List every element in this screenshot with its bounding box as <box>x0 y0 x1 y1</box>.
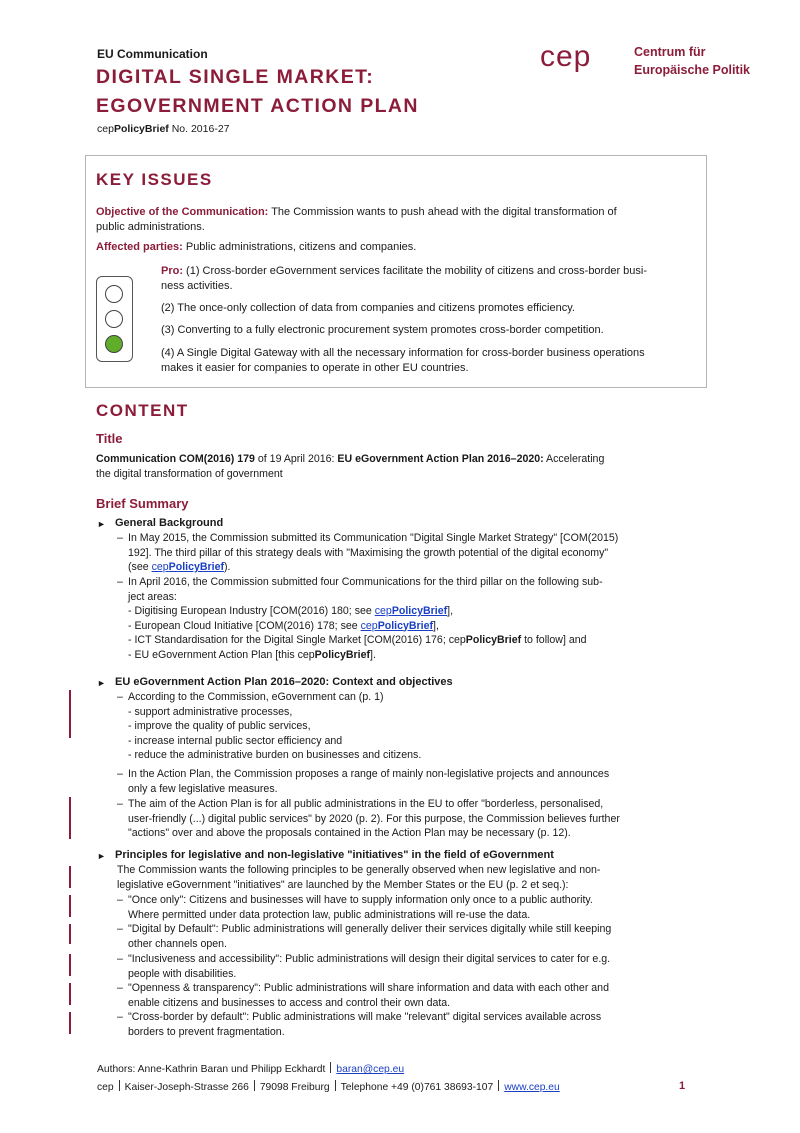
link-cep-text: cep <box>374 605 392 617</box>
s3-e-line-1: "Cross-border by default": Public administrations will make "relevant" digital services available across <box>128 1011 602 1023</box>
s1-a-line-1: In May 2015, the Commission submitted its Communication "Digital Single Market Strategy" [COM(2015) <box>128 532 619 544</box>
author-email-link[interactable]: baran@cep.eu <box>336 1064 405 1075</box>
s2-item-c <box>128 797 686 841</box>
s3-intro <box>117 863 686 892</box>
content-heading: CONTENT <box>96 401 189 420</box>
dash-mark: – <box>117 691 123 703</box>
pro-point-4 <box>161 346 699 376</box>
footer-separator <box>330 1062 331 1073</box>
dash-mark: – <box>117 1011 123 1023</box>
margin-marker <box>69 954 71 976</box>
dash-mark: – <box>117 923 123 935</box>
dash-mark: – <box>117 953 123 965</box>
s1-i4-pre: - EU eGovernment Action Plan [this cep <box>128 648 315 661</box>
title-bold-1: Communication COM(2016) 179 <box>96 453 255 465</box>
traffic-lamp-bottom-green <box>105 335 123 353</box>
s1-i4-bold: PolicyBrief <box>314 648 371 661</box>
s1-i1-post: ], <box>447 605 454 617</box>
s1-b-item-1 <box>128 604 686 619</box>
s3-e-line-2: borders to prevent fragmentation. <box>128 1025 285 1038</box>
s3-item-once-only <box>128 893 686 922</box>
s1-i3-pre: - ICT Standardisation for the Digital Single Market [COM(2016) 176; cep <box>128 634 466 646</box>
s1-item-b <box>128 575 686 662</box>
footer-authors: Authors: Anne-Kathrin Baran und Philipp Eckhardt <box>97 1064 326 1075</box>
margin-marker <box>69 1012 71 1034</box>
s2-c-line-1: The aim of the Action Plan is for all public administrations in the EU to offer "borderless, personalised, <box>128 798 604 810</box>
pro-point-1 <box>161 264 699 294</box>
link-pb-text: PolicyBrief <box>391 605 448 617</box>
footer-contact-line <box>97 1080 560 1093</box>
s1-a-pre: (see <box>128 561 152 573</box>
title-bold-2: EU eGovernment Action Plan 2016–2020: <box>337 453 544 465</box>
s2-a-item-2: - improve the quality of public services, <box>128 720 311 732</box>
footer-authors-line <box>97 1062 404 1075</box>
s2-b-line-1: In the Action Plan, the Commission proposes a range of mainly non-legislative projects and announces <box>128 768 610 780</box>
dash-mark: – <box>117 982 123 994</box>
dash-mark: – <box>117 894 123 906</box>
footer-separator <box>335 1080 336 1091</box>
title-text-3: the digital transformation of government <box>96 467 283 480</box>
policy-brief-number <box>97 123 230 135</box>
communication-title <box>96 452 696 481</box>
margin-marker <box>69 924 71 944</box>
s1-b-item-3 <box>128 633 686 648</box>
dash-mark: – <box>117 768 123 780</box>
margin-marker <box>69 895 71 917</box>
s1-b-line-1: In April 2016, the Commission submitted four Communications for the third pillar on the following sub- <box>128 576 603 588</box>
bullet-arrow-icon: ► <box>97 519 106 529</box>
affected-parties-paragraph <box>96 240 699 255</box>
s3-d-line-2: enable citizens and businesses to access and control their own data. <box>128 996 451 1009</box>
footer-phone: Telephone +49 (0)761 38693-107 <box>340 1082 494 1093</box>
document-type: EU Communication <box>97 47 208 61</box>
brief-summary-subheading: Brief Summary <box>96 496 189 511</box>
objective-text-2: public administrations. <box>96 221 205 233</box>
s2-a-item-1: - support administrative processes, <box>128 705 293 718</box>
cep-policybrief-link-3[interactable] <box>361 620 433 632</box>
s3-c-line-2: people with disabilities. <box>128 967 237 980</box>
s1-a-line-3 <box>128 560 686 575</box>
s3-a-line-2: Where permitted under data protection law, public administrations will re-use the data. <box>128 908 531 921</box>
traffic-lamp-top <box>105 285 123 303</box>
section-general-background: General Background <box>115 517 224 529</box>
key-issues-heading: KEY ISSUES <box>96 170 213 189</box>
traffic-light-icon <box>96 276 133 362</box>
bullet-arrow-icon: ► <box>97 678 106 688</box>
s3-item-inclusiveness <box>128 952 686 981</box>
s2-b-line-2: only a few legislative measures. <box>128 782 278 795</box>
link-pb-text: PolicyBrief <box>168 561 224 573</box>
cep-logo-icon: cep <box>540 40 592 73</box>
s3-intro-line-1: The Commission wants the following principles to be generally observed when new legislative and non- <box>117 864 601 876</box>
s1-b-line-2: ject areas: <box>128 590 177 603</box>
objective-label: Objective of the Communication: <box>96 206 269 218</box>
dash-mark: – <box>117 576 123 588</box>
s3-item-digital-by-default <box>128 922 686 951</box>
s2-a-line-1: According to the Commission, eGovernment can (p. 1) <box>128 691 384 703</box>
s1-i3-post: to follow] and <box>521 634 587 646</box>
brief-bold: PolicyBrief <box>113 123 169 135</box>
s2-a-item-4: - reduce the administrative burden on businesses and citizens. <box>128 749 422 761</box>
page-title-line-2: EGOVERNMENT ACTION PLAN <box>96 95 419 117</box>
bullet-arrow-icon: ► <box>97 851 106 861</box>
footer-separator <box>254 1080 255 1091</box>
s3-a-line-1: "Once only": Citizens and businesses will have to supply information only once to a public authority. <box>128 894 593 906</box>
s1-item-a <box>128 531 686 575</box>
cep-policybrief-link-1[interactable] <box>152 561 224 573</box>
s1-i4-post: ]. <box>370 648 376 661</box>
footer-org: cep <box>97 1082 114 1093</box>
s3-item-cross-border <box>128 1010 686 1039</box>
pro-1-text-1: (1) Cross-border eGovernment services facilitate the mobility of citizens and cross-border busi- <box>183 265 648 277</box>
s3-b-line-2: other channels open. <box>128 937 227 950</box>
s1-i2-pre: - European Cloud Initiative [COM(2016) 178; see <box>128 619 361 632</box>
footer-address: Kaiser-Joseph-Strasse 266 <box>124 1082 249 1093</box>
margin-marker <box>69 797 71 839</box>
title-text-1: of 19 April 2016: <box>254 453 338 465</box>
s1-i3-bold: PolicyBrief <box>465 634 522 646</box>
cep-policybrief-link-2[interactable] <box>375 605 447 617</box>
pro-point-3: (3) Converting to a fully electronic procurement system promotes cross-border competition. <box>161 324 604 336</box>
s3-d-line-1: "Openness & transparency": Public administrations will share information and data with each other and <box>128 982 609 994</box>
logo-text-line-1: Centrum für <box>634 45 706 59</box>
section-action-plan-context: EU eGovernment Action Plan 2016–2020: Context and objectives <box>115 676 453 688</box>
s2-item-b <box>128 767 686 796</box>
pro-label: Pro: <box>161 265 183 277</box>
brief-number-value: No. 2016-27 <box>168 123 230 135</box>
objective-text-1: The Commission wants to push ahead with the digital transformation of <box>268 206 617 218</box>
s1-a-line-2: 192]. The third pillar of this strategy deals with "Maximising the growth potential of the digital economy" <box>128 546 609 559</box>
website-link[interactable]: www.cep.eu <box>504 1082 560 1093</box>
affected-label: Affected parties: <box>96 241 183 253</box>
page-title-line-1: DIGITAL SINGLE MARKET: <box>96 66 375 88</box>
title-subheading: Title <box>96 431 123 446</box>
s3-c-line-1: "Inclusiveness and accessibility": Public administrations will design their digital services to cater for e.g. <box>128 953 611 965</box>
logo-text-line-2: Europäische Politik <box>634 63 751 77</box>
objective-paragraph <box>96 205 699 235</box>
traffic-lamp-middle <box>105 310 123 328</box>
s3-intro-line-2: legislative eGovernment "initiatives" are launched by the Member States or the EU (p. 2 et seq.): <box>117 878 569 891</box>
s1-b-item-2 <box>128 619 686 634</box>
page-number: 1 <box>679 1080 686 1092</box>
section-principles: Principles for legislative and non-legislative "initiatives" in the field of eGovernment <box>115 849 554 861</box>
s1-i1-pre: - Digitising European Industry [COM(2016) 180; see <box>128 605 375 617</box>
link-pb-text: PolicyBrief <box>377 619 434 632</box>
footer-separator <box>119 1080 120 1091</box>
dash-mark: – <box>117 798 123 810</box>
pro-1-text-2: ness activities. <box>161 280 233 292</box>
pro-4-text-1: (4) A Single Digital Gateway with all the necessary information for cross-border business operations <box>161 347 645 359</box>
brief-prefix: cep <box>97 123 114 135</box>
link-cep-text: cep <box>360 619 378 632</box>
affected-text: Public administrations, citizens and companies. <box>182 241 417 253</box>
s2-item-a <box>128 690 686 763</box>
title-text-2: Accelerating <box>543 453 605 465</box>
s2-a-item-3: - increase internal public sector efficiency and <box>128 734 343 747</box>
margin-marker <box>69 866 71 888</box>
footer-city: 79098 Freiburg <box>259 1082 330 1093</box>
s3-b-line-1: "Digital by Default": Public administrations will generally deliver their services digitally while still keeping <box>128 923 612 935</box>
margin-marker <box>69 983 71 1005</box>
s2-c-line-2: user-friendly (...) digital public services" by 2020 (p. 2). For this purpose, the Commission believes further <box>128 812 620 825</box>
footer-separator <box>498 1080 499 1091</box>
pro-4-text-2: makes it easier for companies to operate in other EU countries. <box>161 362 469 374</box>
pro-point-2: (2) The once-only collection of data from companies and citizens promotes efficiency. <box>161 302 575 314</box>
s1-a-post: ). <box>224 561 231 573</box>
s2-c-line-3: "actions" over and above the proposals contained in the Action Plan may be necessary (p. 12). <box>128 827 571 839</box>
link-cep-text: cep <box>151 561 169 573</box>
s3-item-openness <box>128 981 686 1010</box>
s1-i2-post: ], <box>433 619 439 632</box>
s1-b-item-4 <box>128 648 686 663</box>
dash-mark: – <box>117 532 123 544</box>
margin-marker <box>69 690 71 738</box>
